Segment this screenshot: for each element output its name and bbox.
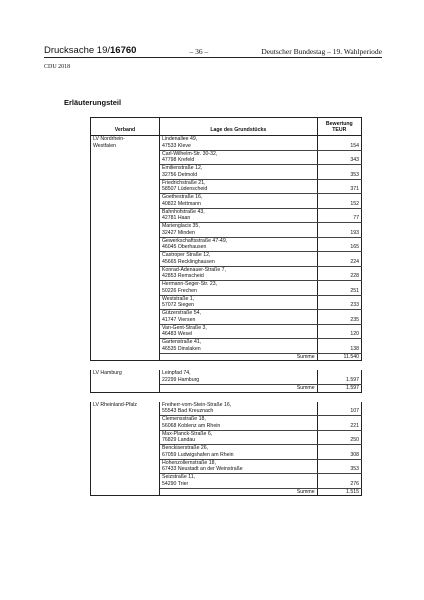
bewertung-value: 251	[317, 281, 361, 296]
street-address: Friedrichstraße 21,	[161, 179, 206, 186]
street-address: Gartenstraße 41,	[161, 339, 202, 345]
bewertung-value: 353	[317, 165, 361, 180]
postal-city: 45665 Recklinghausen	[161, 258, 215, 265]
postal-city: 46483 Wesel	[161, 331, 193, 338]
street-address: Max-Planck-Straße 6,	[161, 430, 213, 437]
verband-name: LV Rheinland-Pfalz	[93, 401, 138, 408]
publisher: Deutscher Bundestag – 19. Wahlperiode	[261, 47, 382, 56]
street-address: Clemensstraße 18,	[161, 416, 206, 422]
bewertung-value: 193	[317, 223, 361, 238]
sum-value: 1.597	[317, 384, 361, 392]
bewertung-value: 371	[317, 179, 361, 194]
col-header-bewertung: Bewertung TEUR	[317, 118, 361, 136]
bewertung-value: 107	[317, 402, 361, 416]
lage-cell	[159, 179, 317, 194]
street-address: Bahnhofstraße 43,	[161, 208, 205, 215]
postal-city: 56068 Koblenz am Rhein	[161, 422, 221, 429]
bewertung-value: 250	[317, 430, 361, 445]
postal-city: 47533 Kleve	[161, 142, 191, 149]
subheader: CDU 2018	[44, 64, 71, 70]
postal-city: 67059 Ludwigshafen am Rhein	[161, 451, 234, 458]
street-address: Marienglacis 35,	[161, 223, 200, 229]
lage-cell	[159, 237, 317, 252]
lage-cell	[159, 339, 317, 354]
lage-cell	[159, 370, 317, 384]
lage-cell	[159, 194, 317, 209]
bewertung-value: 228	[317, 266, 361, 281]
page-number: – 36 –	[189, 47, 209, 56]
postal-city: 32427 Minden	[161, 229, 195, 236]
table-row	[91, 370, 362, 384]
lage-cell	[159, 223, 317, 238]
postal-city: 54290 Trier	[161, 480, 189, 487]
bewertung-value: 154	[317, 136, 361, 151]
table-row	[91, 402, 362, 416]
bewertung-value: 353	[317, 459, 361, 474]
postal-city: 40822 Mettmann	[161, 200, 201, 207]
verband-name: LV Hamburg	[93, 370, 122, 377]
table-body	[91, 136, 362, 496]
lage-cell	[159, 310, 317, 325]
property-table	[90, 117, 362, 496]
street-address: Hohenzollernstraße 18,	[161, 459, 216, 466]
postal-city: 22299 Hamburg	[161, 377, 200, 383]
postal-city: 46535 Dinslaken	[161, 345, 201, 352]
verband-name-cont: Westfalen	[93, 142, 116, 149]
bewertung-value: 276	[317, 474, 361, 489]
bewertung-value: 235	[317, 310, 361, 325]
street-address: Gewerkschaftsstraße 47-49,	[161, 237, 228, 244]
postal-city: 41747 Viersen	[161, 316, 196, 323]
sum-label: Summe	[159, 384, 317, 392]
lage-cell	[159, 136, 317, 151]
lage-cell	[159, 266, 317, 281]
lage-cell	[159, 474, 317, 489]
lage-cell	[159, 165, 317, 180]
postal-city: 42781 Haan	[161, 215, 191, 222]
bewertung-value: 165	[317, 237, 361, 252]
lage-cell	[159, 459, 317, 474]
sum-label: Summe	[159, 353, 317, 361]
postal-city: 42853 Remscheid	[161, 273, 204, 280]
lage-cell	[159, 324, 317, 339]
verband-cell	[91, 402, 160, 496]
section-title: Erläuterungsteil	[64, 98, 122, 107]
bewertung-value: 77	[317, 208, 361, 223]
lage-cell	[159, 150, 317, 165]
col-header-verband: Verband	[91, 118, 160, 136]
postal-city: 47798 Krefeld	[161, 157, 195, 164]
lage-cell	[159, 402, 317, 416]
street-address: Benckiserstraße 26,	[161, 445, 209, 451]
sum-value: 1.515	[317, 488, 361, 496]
postal-city: 58507 Lüdenscheid	[161, 186, 208, 193]
street-address: Gützerstraße 54,	[161, 310, 201, 316]
street-address: Van-Gent-Straße 3,	[161, 324, 207, 331]
lage-cell	[159, 430, 317, 445]
drucksache-number: Drucksache 19/16760	[44, 45, 137, 56]
page-header	[44, 44, 382, 56]
col-header-lage: Lage des Grundstücks	[159, 118, 317, 136]
bewertung-value: 221	[317, 416, 361, 431]
verband-cell	[91, 370, 160, 392]
lage-cell	[159, 281, 317, 296]
bewertung-value: 120	[317, 324, 361, 339]
street-address: Carl-Wilhelm-Str. 30-32,	[161, 150, 218, 157]
lage-cell	[159, 252, 317, 267]
postal-city: 76829 Landau	[161, 437, 196, 444]
lage-cell	[159, 445, 317, 460]
street-address: Hermann-Seger-Str. 23,	[161, 281, 218, 287]
bewertung-value: 138	[317, 339, 361, 354]
bewertung-value: 308	[317, 445, 361, 460]
bewertung-value: 1.597	[317, 370, 361, 384]
postal-city: 57072 Siegen	[161, 302, 195, 309]
table-header-row	[91, 118, 362, 136]
street-address: Leinpfad 74,	[161, 370, 191, 377]
verband-cell	[91, 136, 160, 361]
bewertung-value: 152	[317, 194, 361, 209]
table-row	[91, 136, 362, 151]
street-address: Seizstraße 11,	[161, 474, 196, 480]
postal-city: 32756 Detmold	[161, 171, 198, 178]
postal-city: 55543 Bad Kreuznach	[161, 408, 214, 415]
street-address: Goethestraße 16,	[161, 194, 203, 200]
lage-cell	[159, 416, 317, 431]
postal-city: 50226 Frechen	[161, 287, 197, 294]
bewertung-value: 224	[317, 252, 361, 267]
street-address: Weststraße 1,	[161, 295, 195, 302]
street-address: Emilienstraße 12,	[161, 165, 203, 171]
verband-name: LV Nordrhein-	[93, 136, 125, 142]
group-spacer	[91, 361, 362, 371]
lage-cell	[159, 295, 317, 310]
street-address: Freiherr-vom-Stein-Straße 16,	[161, 401, 232, 408]
bewertung-value: 343	[317, 150, 361, 165]
header-rule	[44, 57, 382, 58]
postal-city: 67433 Neustadt an der Weinstraße	[161, 466, 243, 473]
street-address: Castroper Straße 12,	[161, 252, 211, 258]
street-address: Lindenallee 49,	[161, 136, 198, 142]
sum-value: 11.540	[317, 353, 361, 361]
bewertung-value: 233	[317, 295, 361, 310]
group-spacer	[91, 392, 362, 402]
lage-cell	[159, 208, 317, 223]
postal-city: 46045 Oberhausen	[161, 244, 207, 251]
sum-label: Summe	[159, 488, 317, 496]
street-address: Konrad-Adenauer-Straße 7,	[161, 266, 226, 273]
